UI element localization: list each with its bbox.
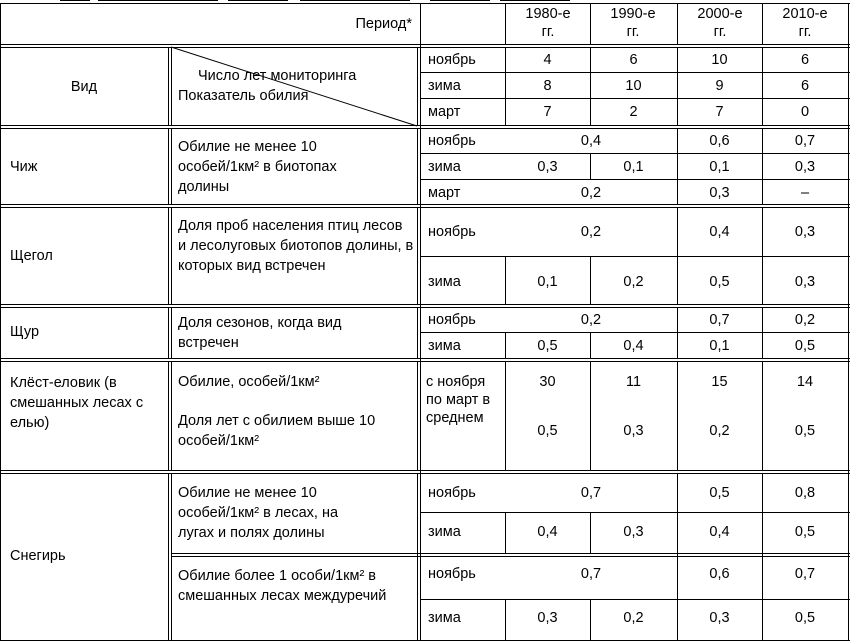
years-value: 6	[800, 78, 810, 94]
season-label: март	[428, 185, 461, 201]
decade-2000: 2000-е гг.	[697, 6, 743, 40]
years-value: 9	[715, 78, 724, 94]
value-cell: 0,3	[794, 224, 816, 240]
value-cell: 0,2	[794, 312, 816, 328]
indicator-shchur: Доля сезонов, когда вид встречен	[178, 315, 342, 351]
indicator-snegir-valley: Обилие не менее 10 особей/1км² в лесах, на лугах и полях долины	[178, 485, 339, 541]
years-value: 6	[800, 52, 810, 68]
value-cell: 0,2	[623, 274, 644, 290]
value-cell: 0,7	[580, 566, 602, 582]
value-cell: 0,5	[537, 423, 558, 439]
value-cell: 0,7	[709, 312, 730, 328]
years-season-november: ноябрь	[428, 52, 476, 68]
value-cell: 0,5	[537, 338, 558, 354]
season-label: зима	[428, 159, 461, 175]
value-cell: 0,2	[623, 610, 644, 626]
years-value: 10	[711, 52, 728, 68]
value-cell: 0,4	[709, 224, 730, 240]
years-value: 7	[543, 104, 552, 120]
season-label: зима	[428, 610, 461, 626]
value-cell: 0,7	[794, 133, 816, 149]
value-cell: 0,2	[580, 185, 602, 201]
value-cell: –	[800, 185, 810, 201]
value-cell: 0,1	[623, 159, 644, 175]
value-cell: 0,1	[709, 338, 730, 354]
value-cell: 0,7	[794, 566, 816, 582]
season-label: зима	[428, 274, 461, 290]
season-label: ноябрь	[428, 312, 476, 328]
species-name-klest: Клёст-еловик (в смешанных лесах с елью)	[10, 375, 144, 431]
value-cell: 0,5	[794, 338, 816, 354]
value-cell: 0,2	[580, 312, 602, 328]
value-cell: 0,5	[709, 274, 730, 290]
season-label: зима	[428, 524, 461, 540]
value-cell: 14	[796, 374, 814, 390]
value-cell: 0,3	[709, 610, 730, 626]
value-cell: 0,6	[709, 133, 730, 149]
years-value: 10	[625, 78, 642, 94]
value-cell: 0,5	[794, 423, 816, 439]
years-value: 6	[629, 52, 638, 68]
value-cell: 11	[625, 374, 642, 390]
years-value: 4	[543, 52, 552, 68]
season-label-klest: с ноября по март в среднем	[426, 374, 491, 426]
indicator-shchegol: Доля проб населения птиц лесов и лесолуговых биотопов долины, в которых вид встречен	[178, 218, 414, 274]
species-name-shchur: Щур	[10, 324, 40, 340]
species-name-snegir: Снегирь	[10, 548, 66, 564]
season-label: ноябрь	[428, 133, 476, 149]
species-name-shchegol: Щегол	[10, 248, 53, 264]
season-label: ноябрь	[428, 224, 476, 240]
value-cell: 0,3	[794, 159, 816, 175]
value-cell: 0,8	[794, 485, 816, 501]
value-cell: 0,5	[794, 610, 816, 626]
value-cell: 0,1	[537, 274, 558, 290]
season-label: ноябрь	[428, 566, 476, 582]
season-label: ноябрь	[428, 485, 476, 501]
value-cell: 0,1	[709, 159, 730, 175]
decade-1980: 1980-е гг.	[525, 6, 571, 40]
species-name-chizh: Чиж	[10, 159, 38, 175]
value-cell: 0,3	[537, 610, 558, 626]
value-cell: 0,4	[580, 133, 602, 149]
indicator-klest-share: Доля лет с обилием выше 10 особей/1км²	[178, 413, 376, 449]
years-value: 0	[800, 104, 810, 120]
decade-2010: 2010-е гг.	[782, 6, 828, 40]
years-season-march: март	[428, 104, 461, 120]
years-value: 2	[629, 104, 638, 120]
years-season-winter: зима	[428, 78, 461, 94]
value-cell: 30	[539, 374, 556, 390]
value-cell: 0,3	[709, 185, 730, 201]
value-cell: 0,2	[580, 224, 602, 240]
indicator-chizh: Обилие не менее 10 особей/1км² в биотопах долины	[178, 139, 337, 195]
decade-1990: 1990-е гг.	[610, 6, 656, 40]
indicator-snegir-forest: Обилие более 1 особи/1км² в смешанных лесах междуречий	[178, 568, 387, 604]
value-cell: 0,4	[709, 524, 730, 540]
species-column-header: Вид	[70, 79, 98, 95]
value-cell: 0,2	[709, 423, 730, 439]
value-cell: 0,3	[623, 423, 644, 439]
value-cell: 0,3	[623, 524, 644, 540]
value-cell: 0,5	[794, 524, 816, 540]
value-cell: 0,7	[580, 485, 602, 501]
indicator-klest-abundance: Обилие, особей/1км²	[178, 374, 320, 390]
value-cell: 15	[711, 374, 728, 390]
value-cell: 0,4	[623, 338, 644, 354]
value-cell: 0,5	[709, 485, 730, 501]
value-cell: 0,3	[794, 274, 816, 290]
value-cell: 0,6	[709, 566, 730, 582]
years-value: 7	[715, 104, 724, 120]
value-cell: 0,3	[537, 159, 558, 175]
diagonal-top-label: Число лет мониторинга	[198, 68, 357, 84]
season-label: зима	[428, 338, 461, 354]
value-cell: 0,4	[537, 524, 558, 540]
years-value: 8	[543, 78, 552, 94]
diagonal-bottom-label: Показатель обилия	[178, 88, 309, 104]
period-label: Период*	[355, 16, 412, 32]
